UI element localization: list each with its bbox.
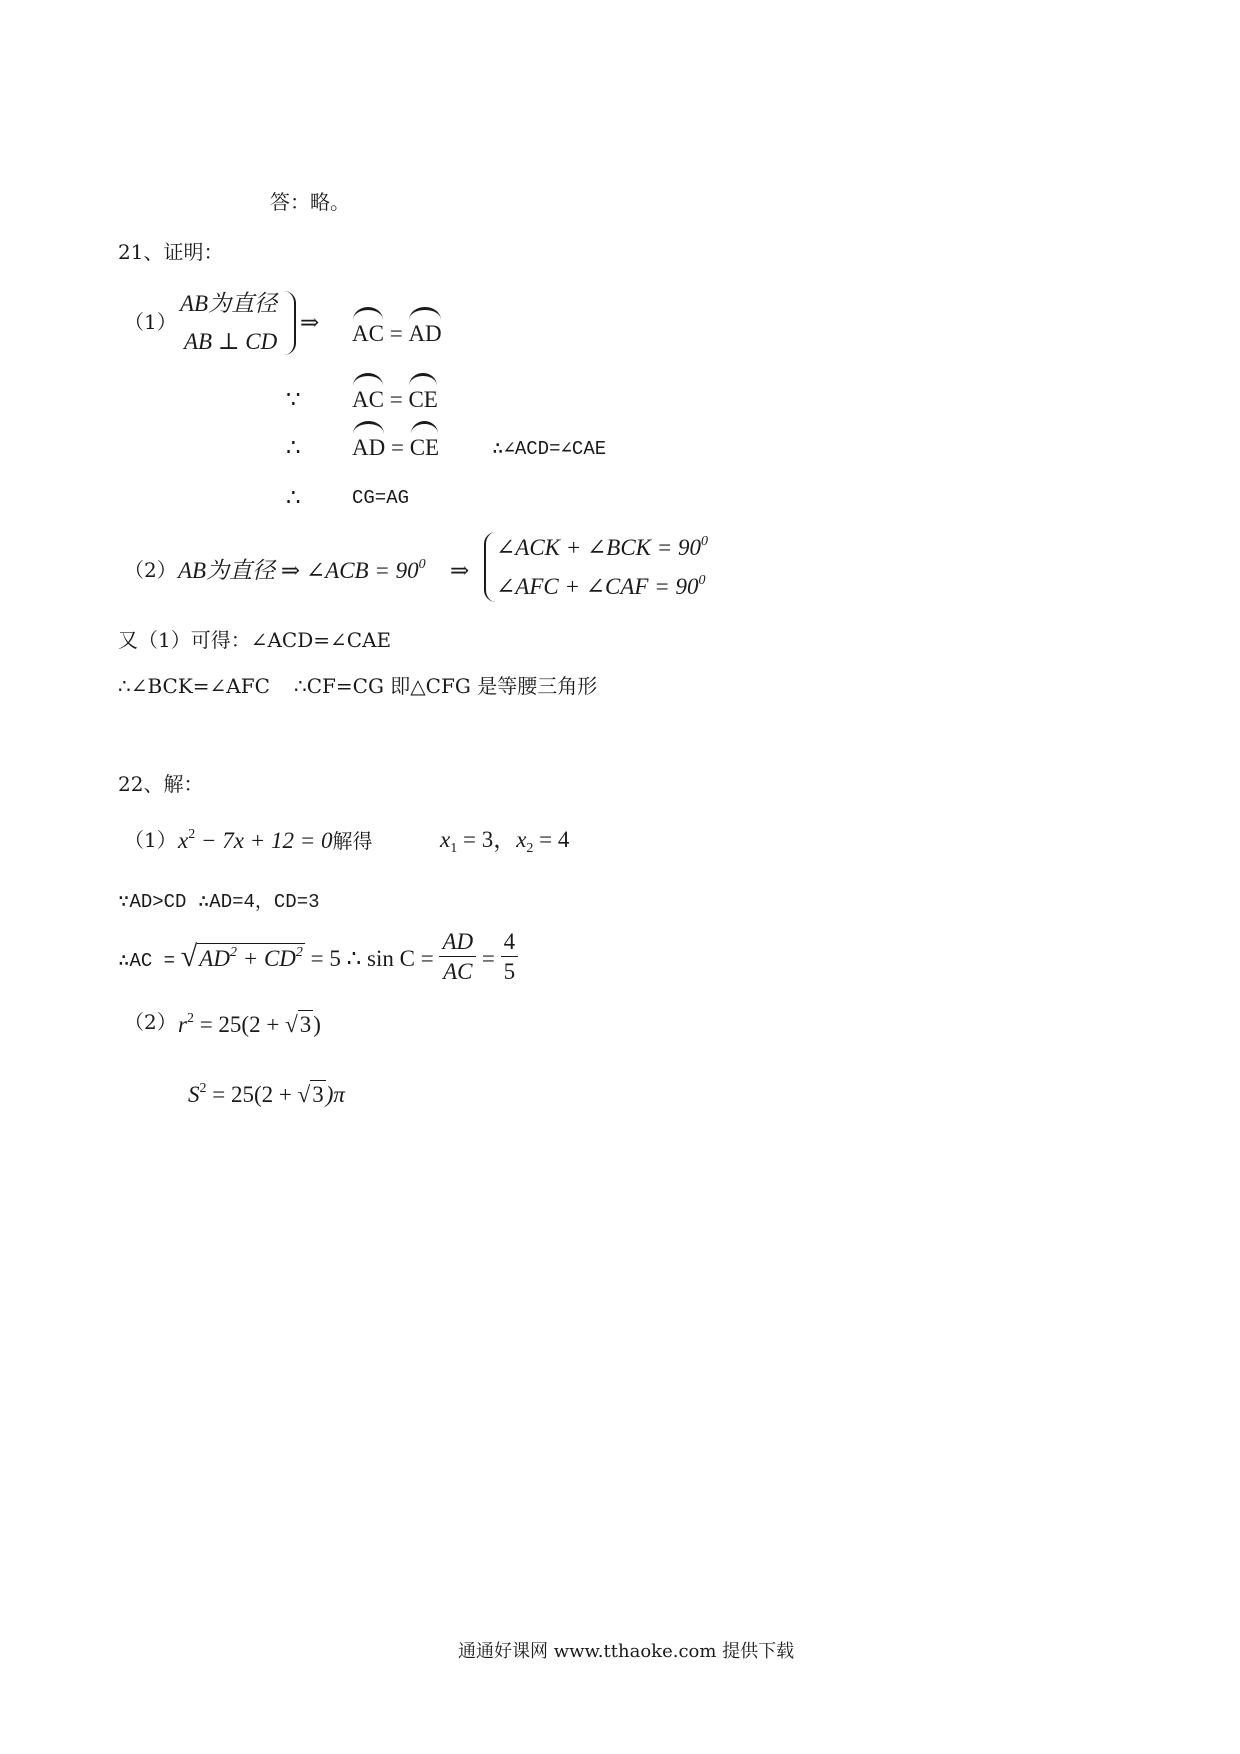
solve-text: 解得 [332, 831, 373, 853]
footer-download-note: 通通好课网 www.tthaoke.com 提供下载 [458, 1641, 795, 1662]
sqrt-sign: √ [285, 1012, 298, 1037]
system-text: ∠ACK + ∠BCK = 90 [496, 535, 702, 560]
exponent: 2 [188, 827, 196, 842]
q21-part1-label: （1） [124, 310, 177, 334]
variable-r: r [178, 1012, 187, 1037]
q22-ad-cd-line: ∵AD>CD ∴AD=4，CD=3 [118, 891, 320, 913]
degree-mark: 0 [701, 534, 709, 549]
q22-area-equation [188, 1080, 345, 1106]
sqrt-sign: √ [180, 939, 198, 973]
variable-x: x [178, 828, 189, 853]
ac-prefix: ∴AC = [118, 949, 176, 972]
equals-sign: = [389, 387, 403, 412]
q22-ac-sine-line [118, 929, 518, 987]
fraction-denominator: AC [443, 959, 473, 984]
equals-sign: = [481, 945, 495, 971]
q22-heading: 22、解： [118, 772, 204, 796]
equals-sign: = [390, 435, 404, 460]
equals-sign: = [389, 321, 403, 346]
root-value: = 4 [533, 827, 570, 852]
q21-arc-equation-3 [352, 436, 439, 459]
radicand: 3 [312, 1082, 324, 1107]
q21-condition-diameter: AB为直径 [180, 291, 278, 316]
arc-ce: CE [409, 435, 440, 460]
equation-rest: − 7x + 12 = 0 [195, 828, 333, 853]
arc-ac: AC [352, 387, 384, 412]
q21-left-brace [484, 532, 496, 602]
q22-radius-equation [178, 1010, 321, 1036]
radicand: 3 [299, 1012, 312, 1037]
close-paren-pi: )π [325, 1082, 345, 1107]
q21-system-line-1 [496, 535, 708, 559]
q21-angle-equality: ∴∠ACD=∠CAE [492, 438, 607, 460]
radicand [197, 943, 305, 970]
q21-right-brace [284, 291, 296, 355]
degree-mark: 0 [418, 557, 426, 572]
root-var: x [440, 827, 451, 852]
q21-system-line-2 [496, 574, 705, 598]
degree-mark: 0 [698, 573, 706, 588]
q22-part1-label: （1） [124, 828, 177, 852]
arc-ad: AD [408, 321, 442, 346]
q21-part2-label: （2） [124, 558, 177, 582]
q21-also-line: 又（1）可得：∠ACD=∠CAE [118, 628, 392, 652]
q21-arc-equation-1 [352, 322, 442, 345]
q22-quadratic-equation [178, 828, 373, 852]
exponent: 2 [186, 1011, 194, 1026]
q21-heading: 21、证明： [118, 240, 224, 264]
q21-arc-equation-2 [352, 388, 438, 411]
fraction-numerator: 4 [501, 930, 519, 957]
fraction-ad-ac [439, 930, 476, 983]
radicand-cd: CD [263, 945, 296, 971]
q21-part2-statement [178, 558, 426, 582]
ac-result: = 5 ∴ sin C = [304, 945, 434, 971]
root-var: x [516, 827, 527, 852]
plus-sign: + [236, 945, 264, 971]
because-symbol: ∵ [286, 387, 301, 412]
q22-roots [440, 828, 569, 856]
arc-ad: AD [352, 435, 386, 460]
answer-note: 答：略。 [270, 190, 350, 214]
therefore-symbol: ∴ [286, 485, 301, 510]
statement-text: AB为直径 ⇒ ∠ACB = 90 [178, 558, 419, 583]
radicand-ad: AD [199, 945, 230, 971]
fraction-numerator: AD [439, 930, 476, 957]
q21-part2-implies: ⇒ [450, 558, 470, 583]
fraction-denominator: 5 [503, 959, 516, 984]
sqrt-sign: √ [297, 1082, 311, 1107]
q21-condition-perpendicular: AB ⊥ CD [184, 329, 278, 354]
arc-ce: CE [408, 387, 438, 412]
exponent: 2 [295, 944, 303, 960]
q21-conclusion-angles: ∴∠BCK=∠AFC [118, 674, 270, 698]
fraction-four-fifths [501, 930, 519, 983]
q21-segment-equality: CG=AG [352, 487, 410, 509]
q21-implies: ⇒ [300, 310, 320, 335]
q22-part2-label: （2） [124, 1010, 177, 1034]
system-text: ∠AFC + ∠CAF = 90 [496, 574, 699, 599]
root-value: = 3， [457, 827, 517, 852]
variable-s: S [188, 1082, 200, 1107]
exponent: 2 [199, 1081, 207, 1096]
root-sub: 1 [450, 841, 458, 856]
close-paren: ) [313, 1012, 321, 1037]
equation-text: = 25(2 + [193, 1012, 286, 1037]
equation-text: = 25(2 + [206, 1082, 298, 1107]
therefore-symbol: ∴ [286, 435, 301, 460]
exponent: 2 [229, 944, 237, 960]
arc-ac: AC [352, 321, 384, 346]
q21-conclusion-isosceles: ∴CF=CG 即△CFG 是等腰三角形 [294, 674, 598, 698]
root-sub: 2 [526, 841, 534, 856]
